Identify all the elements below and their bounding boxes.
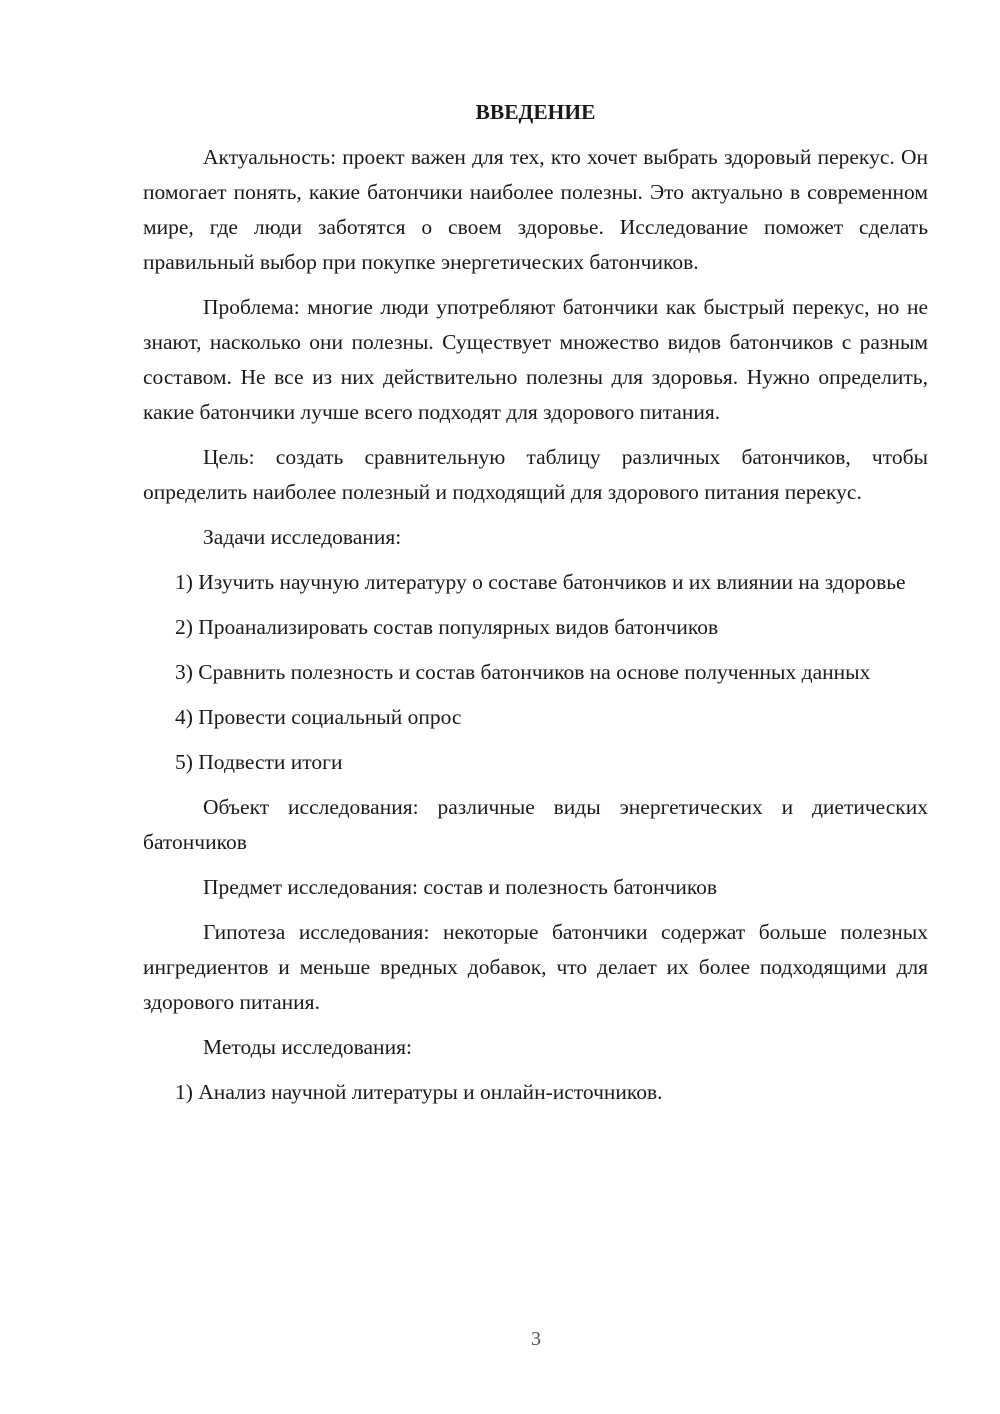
method-item: 1) Анализ научной литературы и онлайн-источников. bbox=[175, 1080, 663, 1104]
section-title: ВВЕДЕНИЕ bbox=[475, 100, 596, 124]
paragraph-goal: Цель: создать сравнительную таблицу различных батончиков, чтобы определить наиболее полезный и подходящий для здорового питания перекус. bbox=[143, 445, 928, 504]
paragraph-subject: Предмет исследования: состав и полезность батончиков bbox=[203, 875, 718, 899]
paragraph-hypothesis: Гипотеза исследования: некоторые батончики содержат больше полезных ингредиентов и меньше вредных добавок, что делает их более подходящими для здорового питания. bbox=[143, 920, 928, 1014]
task-item: 5) Подвести итоги bbox=[175, 750, 343, 774]
paragraph-relevance: Актуальность: проект важен для тех, кто хочет выбрать здоровый перекус. Он помогает понять, какие батончики наиболее полезны. Это актуально в современном мире, где люди заботятся о своем здоровье. Исследование поможет сделать правильный выбор при покупке энергетических батончиков. bbox=[143, 145, 928, 274]
task-item: 3) Сравнить полезность и состав батончиков на основе полученных данных bbox=[175, 660, 871, 684]
task-item: 1) Изучить научную литературу о составе батончиков и их влиянии на здоровье bbox=[175, 570, 906, 594]
task-item: 2) Проанализировать состав популярных видов батончиков bbox=[175, 615, 719, 639]
paragraph-object: Объект исследования: различные виды энергетических и диетических батончиков bbox=[143, 795, 928, 854]
page-body bbox=[143, 95, 928, 1120]
page-number: 3 bbox=[531, 1328, 541, 1350]
paragraph-tasks-heading: Задачи исследования: bbox=[203, 525, 402, 549]
task-item: 4) Провести социальный опрос bbox=[175, 705, 462, 729]
paragraph-methods-heading: Методы исследования: bbox=[203, 1035, 412, 1059]
paragraph-problem: Проблема: многие люди употребляют батончики как быстрый перекус, но не знают, насколько они полезны. Существует множество видов батончиков с разным составом. Не все из них действительно полезны для здоровья. Нужно определить, какие батончики лучше всего подходят для здорового питания. bbox=[143, 295, 928, 424]
